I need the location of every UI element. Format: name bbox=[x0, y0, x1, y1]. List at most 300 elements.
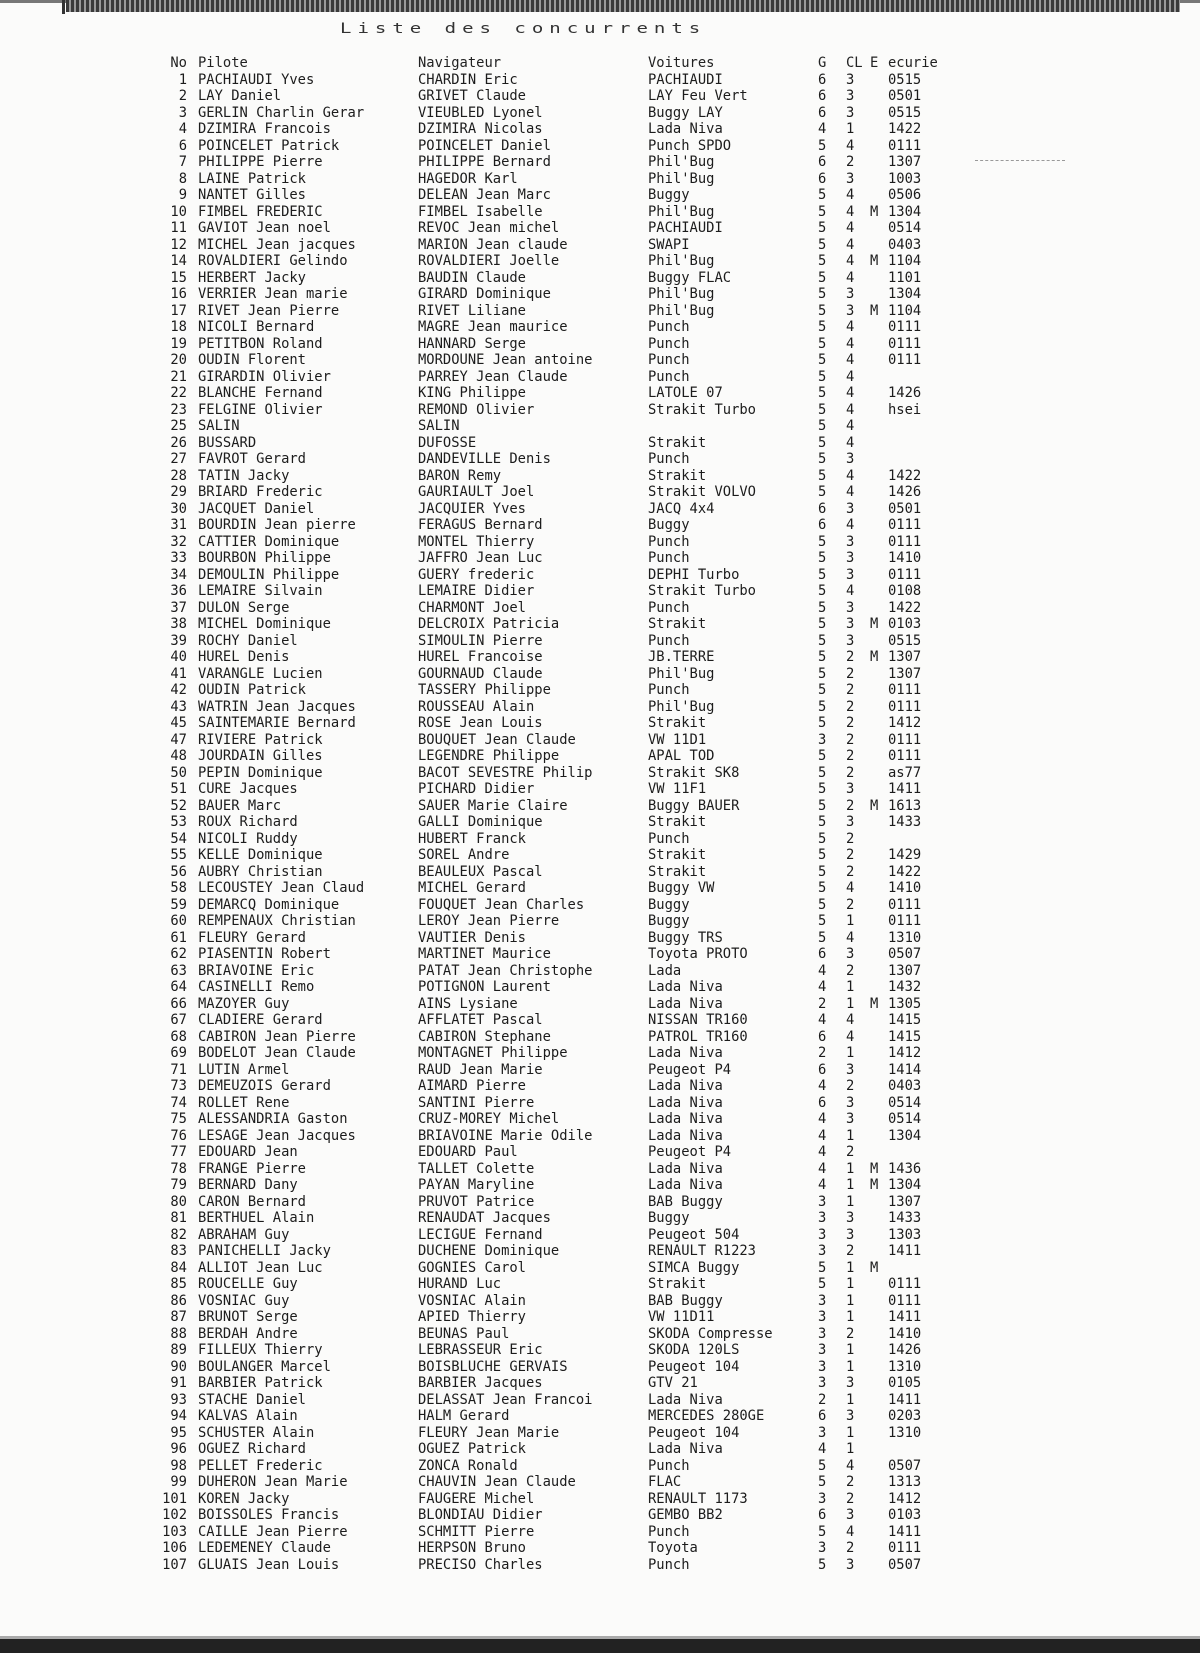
cell-g: 5 bbox=[818, 253, 827, 269]
table-row bbox=[0, 1507, 1200, 1524]
cell-g: 5 bbox=[818, 269, 827, 286]
cell-no: 67 bbox=[170, 1012, 187, 1028]
cell-cl: 1 bbox=[846, 913, 855, 929]
cell-navigateur: DELASSAT Jean Francoi bbox=[418, 1391, 593, 1408]
cell-g: 3 bbox=[818, 1292, 827, 1309]
competitor-table bbox=[0, 55, 1200, 1573]
cell-ecurie: 1307 bbox=[888, 649, 922, 665]
cell-cl: 4 bbox=[846, 929, 855, 946]
cell-no: 103 bbox=[162, 1523, 187, 1540]
cell-cl: 3 bbox=[846, 599, 855, 616]
cell-voitures: Punch bbox=[648, 550, 690, 566]
cell-navigateur: LEBRASSEUR Eric bbox=[418, 1342, 543, 1358]
cell-ecurie: 1433 bbox=[888, 814, 922, 830]
cell-navigateur: PRECISO Charles bbox=[418, 1556, 543, 1573]
cell-navigateur: LEGENDRE Philippe bbox=[418, 748, 560, 764]
cell-cl: 1 bbox=[846, 1193, 855, 1210]
table-row bbox=[0, 930, 1200, 947]
cell-voitures: Strakit bbox=[648, 467, 707, 484]
cell-voitures: Lada Niva bbox=[648, 979, 723, 995]
cell-pilote: FRANGE Pierre bbox=[198, 1160, 306, 1177]
cell-g: 5 bbox=[818, 352, 827, 368]
cell-ecurie: 0111 bbox=[888, 533, 922, 550]
cell-cl: 3 bbox=[846, 550, 855, 566]
cell-voitures: Phil'Bug bbox=[648, 698, 715, 715]
cell-ecurie: 0507 bbox=[888, 1457, 922, 1474]
cell-cl: 4 bbox=[846, 368, 855, 385]
cell-pilote: MICHEL Dominique bbox=[198, 616, 331, 632]
cell-no: 63 bbox=[170, 962, 187, 979]
cell-no: 26 bbox=[170, 434, 187, 451]
table-row bbox=[0, 1243, 1200, 1260]
cell-cl: 1 bbox=[846, 1045, 855, 1061]
table-row bbox=[0, 946, 1200, 963]
cell-pilote: KOREN Jacky bbox=[198, 1490, 290, 1507]
cell-pilote: ABRAHAM Guy bbox=[198, 1226, 290, 1243]
table-row bbox=[0, 1194, 1200, 1211]
cell-ecurie: 0203 bbox=[888, 1408, 922, 1424]
cell-cl: 3 bbox=[846, 616, 855, 632]
cell-voitures: Buggy bbox=[648, 517, 690, 533]
cell-g: 5 bbox=[818, 698, 827, 715]
cell-pilote: LEDEMENEY Claude bbox=[198, 1540, 331, 1556]
cell-ecurie: 0103 bbox=[888, 1507, 922, 1523]
cell-g: 5 bbox=[818, 1523, 827, 1540]
cell-ecurie: 0507 bbox=[888, 1556, 922, 1573]
cell-no: 79 bbox=[170, 1177, 187, 1193]
cell-e: M bbox=[870, 1177, 879, 1193]
cell-navigateur: ROUSSEAU Alain bbox=[418, 698, 535, 715]
cell-navigateur: MICHEL Gerard bbox=[418, 880, 526, 896]
cell-g: 4 bbox=[818, 1177, 827, 1193]
cell-pilote: LAINE Patrick bbox=[198, 170, 306, 187]
cell-voitures: Peugeot P4 bbox=[648, 1144, 732, 1160]
cell-cl: 4 bbox=[846, 418, 855, 434]
cell-no: 19 bbox=[170, 335, 187, 352]
cell-cl: 2 bbox=[846, 649, 855, 665]
stray-marks bbox=[975, 160, 1065, 161]
cell-ecurie: 1310 bbox=[888, 1424, 922, 1441]
cell-cl: 3 bbox=[846, 104, 855, 121]
cell-no: 76 bbox=[170, 1127, 187, 1144]
cell-ecurie: 0103 bbox=[888, 616, 922, 632]
cell-pilote: KALVAS Alain bbox=[198, 1408, 298, 1424]
cell-navigateur: AFFLATET Pascal bbox=[418, 1012, 543, 1028]
cell-ecurie: 1310 bbox=[888, 929, 922, 946]
cell-g: 5 bbox=[818, 418, 827, 434]
cell-pilote: ROUCELLE Guy bbox=[198, 1276, 298, 1292]
cell-pilote: LEMAIRE Silvain bbox=[198, 583, 323, 599]
cell-voitures: Punch bbox=[648, 632, 690, 649]
cell-g: 5 bbox=[818, 335, 827, 352]
cell-cl: 4 bbox=[846, 319, 855, 335]
cell-pilote: TATIN Jacky bbox=[198, 467, 290, 484]
cell-no: 59 bbox=[170, 896, 187, 913]
cell-pilote: FLEURY Gerard bbox=[198, 929, 306, 946]
table-row bbox=[0, 484, 1200, 501]
table-row bbox=[0, 699, 1200, 716]
table-row bbox=[0, 1177, 1200, 1194]
cell-pilote: CABIRON Jean Pierre bbox=[198, 1028, 356, 1045]
cell-ecurie: 1410 bbox=[888, 1325, 922, 1342]
cell-cl: 1 bbox=[846, 1292, 855, 1309]
cell-cl: 3 bbox=[846, 781, 855, 797]
cell-cl: 4 bbox=[846, 253, 855, 269]
cell-cl: 4 bbox=[846, 220, 855, 236]
table-row bbox=[0, 781, 1200, 798]
cell-e: M bbox=[870, 253, 879, 269]
table-row bbox=[0, 1161, 1200, 1178]
cell-no: 101 bbox=[162, 1490, 187, 1507]
cell-ecurie: 1436 bbox=[888, 1160, 922, 1177]
cell-navigateur: CHAUVIN Jean Claude bbox=[418, 1474, 576, 1490]
cell-voitures: Strakit SK8 bbox=[648, 764, 740, 781]
cell-pilote: FELGINE Olivier bbox=[198, 401, 323, 418]
cell-voitures: SKODA Compresse bbox=[648, 1325, 773, 1342]
cell-g: 5 bbox=[818, 1556, 827, 1573]
cell-voitures: Lada Niva bbox=[648, 1441, 723, 1457]
cell-voitures: Buggy bbox=[648, 1210, 690, 1226]
table-row bbox=[0, 1441, 1200, 1458]
cell-no: 30 bbox=[170, 500, 187, 517]
cell-g: 5 bbox=[818, 847, 827, 863]
header-pilote: Pilote bbox=[198, 55, 248, 71]
cell-no: 9 bbox=[178, 187, 187, 203]
cell-ecurie: 1412 bbox=[888, 1490, 922, 1507]
cell-g: 3 bbox=[818, 1325, 827, 1342]
cell-g: 5 bbox=[818, 814, 827, 830]
cell-cl: 4 bbox=[846, 352, 855, 368]
cell-voitures: RENAULT 1173 bbox=[648, 1490, 748, 1507]
cell-cl: 3 bbox=[846, 533, 855, 550]
cell-voitures: VW 11D1 bbox=[648, 731, 707, 748]
cell-ecurie: 1414 bbox=[888, 1061, 922, 1078]
cell-g: 5 bbox=[818, 1276, 827, 1292]
cell-navigateur: FLEURY Jean Marie bbox=[418, 1424, 560, 1441]
cell-no: 52 bbox=[170, 797, 187, 814]
cell-ecurie: 0514 bbox=[888, 1111, 922, 1127]
cell-ecurie: 1432 bbox=[888, 979, 922, 995]
cell-voitures: Peugeot 104 bbox=[648, 1424, 740, 1441]
cell-voitures: Lada bbox=[648, 962, 682, 979]
cell-pilote: BARBIER Patrick bbox=[198, 1375, 323, 1391]
cell-ecurie: 1412 bbox=[888, 1045, 922, 1061]
cell-ecurie: 0515 bbox=[888, 632, 922, 649]
header-g: G bbox=[818, 55, 827, 71]
cell-no: 73 bbox=[170, 1078, 187, 1094]
cell-g: 5 bbox=[818, 484, 827, 500]
cell-g: 5 bbox=[818, 632, 827, 649]
cell-voitures: BAB Buggy bbox=[648, 1193, 723, 1210]
cell-navigateur: BACOT SEVESTRE Philip bbox=[418, 764, 593, 781]
cell-g: 5 bbox=[818, 302, 827, 319]
cell-g: 3 bbox=[818, 1375, 827, 1391]
table-row bbox=[0, 1078, 1200, 1095]
cell-no: 29 bbox=[170, 484, 187, 500]
cell-navigateur: ROVALDIERI Joelle bbox=[418, 253, 560, 269]
cell-e: M bbox=[870, 302, 879, 319]
cell-voitures: Phil'Bug bbox=[648, 286, 715, 302]
cell-cl: 3 bbox=[846, 1226, 855, 1243]
cell-cl: 3 bbox=[846, 1094, 855, 1111]
table-row bbox=[0, 633, 1200, 650]
cell-cl: 1 bbox=[846, 1342, 855, 1358]
cell-g: 6 bbox=[818, 1408, 827, 1424]
cell-pilote: CLADIERE Gerard bbox=[198, 1012, 323, 1028]
cell-g: 3 bbox=[818, 1309, 827, 1325]
cell-g: 3 bbox=[818, 1193, 827, 1210]
cell-cl: 3 bbox=[846, 1061, 855, 1078]
cell-navigateur: GOURNAUD Claude bbox=[418, 665, 543, 682]
table-row bbox=[0, 897, 1200, 914]
cell-voitures: Lada Niva bbox=[648, 1111, 723, 1127]
cell-pilote: BUSSARD bbox=[198, 434, 257, 451]
cell-g: 4 bbox=[818, 1012, 827, 1028]
cell-g: 3 bbox=[818, 1540, 827, 1556]
cell-pilote: GERLIN Charlin Gerar bbox=[198, 104, 365, 121]
cell-navigateur: SANTINI Pierre bbox=[418, 1094, 535, 1111]
cell-e: M bbox=[870, 649, 879, 665]
cell-pilote: NANTET Gilles bbox=[198, 187, 306, 203]
cell-no: 68 bbox=[170, 1028, 187, 1045]
cell-navigateur: AIMARD Pierre bbox=[418, 1078, 526, 1094]
cell-navigateur: SIMOULIN Pierre bbox=[418, 632, 543, 649]
cell-no: 48 bbox=[170, 748, 187, 764]
cell-voitures: Punch bbox=[648, 368, 690, 385]
cell-g: 5 bbox=[818, 599, 827, 616]
cell-voitures: Punch bbox=[648, 1556, 690, 1573]
cell-ecurie: 0111 bbox=[888, 1540, 922, 1556]
cell-pilote: OUDIN Florent bbox=[198, 352, 306, 368]
cell-ecurie: 0108 bbox=[888, 583, 922, 599]
table-row bbox=[0, 1012, 1200, 1029]
cell-pilote: BERTHUEL Alain bbox=[198, 1210, 315, 1226]
cell-no: 14 bbox=[170, 253, 187, 269]
cell-cl: 3 bbox=[846, 1111, 855, 1127]
table-row bbox=[0, 1342, 1200, 1359]
cell-voitures: Peugeot 104 bbox=[648, 1358, 740, 1375]
table-row bbox=[0, 154, 1200, 171]
cell-pilote: BOULANGER Marcel bbox=[198, 1358, 331, 1375]
cell-cl: 3 bbox=[846, 566, 855, 583]
cell-voitures: NISSAN TR160 bbox=[648, 1012, 748, 1028]
cell-cl: 4 bbox=[846, 385, 855, 401]
cell-no: 36 bbox=[170, 583, 187, 599]
cell-ecurie: 0501 bbox=[888, 500, 922, 517]
cell-navigateur: DUCHENE Dominique bbox=[418, 1243, 560, 1259]
cell-voitures: Lada Niva bbox=[648, 1094, 723, 1111]
cell-ecurie: 1426 bbox=[888, 484, 922, 500]
cell-no: 84 bbox=[170, 1259, 187, 1276]
cell-navigateur: DUFOSSE bbox=[418, 434, 477, 451]
cell-cl: 2 bbox=[846, 1490, 855, 1507]
cell-voitures: Phil'Bug bbox=[648, 665, 715, 682]
cell-cl: 1 bbox=[846, 1309, 855, 1325]
cell-ecurie: 1304 bbox=[888, 286, 922, 302]
cell-no: 69 bbox=[170, 1045, 187, 1061]
cell-pilote: LECOUSTEY Jean Claud bbox=[198, 880, 365, 896]
cell-g: 5 bbox=[818, 434, 827, 451]
header-no: No bbox=[170, 55, 187, 71]
cell-no: 11 bbox=[170, 220, 187, 236]
cell-ecurie: 1426 bbox=[888, 385, 922, 401]
cell-voitures: Strakit Turbo bbox=[648, 583, 756, 599]
table-row bbox=[0, 1062, 1200, 1079]
cell-g: 5 bbox=[818, 533, 827, 550]
cell-pilote: RIVIERE Patrick bbox=[198, 731, 323, 748]
cell-navigateur: DZIMIRA Nicolas bbox=[418, 121, 543, 137]
cell-cl: 3 bbox=[846, 88, 855, 104]
cell-voitures: Strakit bbox=[648, 715, 707, 731]
table-row bbox=[0, 369, 1200, 386]
cell-no: 61 bbox=[170, 929, 187, 946]
cell-cl: 3 bbox=[846, 71, 855, 88]
cell-ecurie: 1303 bbox=[888, 1226, 922, 1243]
cell-pilote: VOSNIAC Guy bbox=[198, 1292, 290, 1309]
table-row bbox=[0, 534, 1200, 551]
cell-no: 62 bbox=[170, 946, 187, 962]
cell-g: 5 bbox=[818, 368, 827, 385]
cell-pilote: PETITBON Roland bbox=[198, 335, 323, 352]
table-row bbox=[0, 616, 1200, 633]
cell-g: 5 bbox=[818, 797, 827, 814]
cell-no: 86 bbox=[170, 1292, 187, 1309]
cell-cl: 2 bbox=[846, 1540, 855, 1556]
cell-cl: 1 bbox=[846, 1259, 855, 1276]
cell-pilote: DEMEUZOIS Gerard bbox=[198, 1078, 331, 1094]
cell-voitures: Punch bbox=[648, 335, 690, 352]
cell-e: M bbox=[870, 995, 879, 1012]
cell-ecurie: 1422 bbox=[888, 863, 922, 880]
table-row bbox=[0, 1491, 1200, 1508]
table-row bbox=[0, 864, 1200, 881]
cell-navigateur: TALLET Colette bbox=[418, 1160, 535, 1177]
cell-no: 41 bbox=[170, 665, 187, 682]
cell-no: 64 bbox=[170, 979, 187, 995]
cell-pilote: REMPENAUX Christian bbox=[198, 913, 356, 929]
cell-voitures: Punch bbox=[648, 352, 690, 368]
cell-cl: 3 bbox=[846, 1408, 855, 1424]
cell-cl: 4 bbox=[846, 203, 855, 220]
cell-pilote: GIRARDIN Olivier bbox=[198, 368, 331, 385]
cell-no: 88 bbox=[170, 1325, 187, 1342]
cell-no: 15 bbox=[170, 269, 187, 286]
cell-no: 53 bbox=[170, 814, 187, 830]
table-row bbox=[0, 979, 1200, 996]
cell-voitures: Strakit bbox=[648, 434, 707, 451]
cell-pilote: EDOUARD Jean bbox=[198, 1144, 298, 1160]
cell-cl: 2 bbox=[846, 896, 855, 913]
cell-pilote: BODELOT Jean Claude bbox=[198, 1045, 356, 1061]
cell-voitures: Lada Niva bbox=[648, 1177, 723, 1193]
cell-voitures: Buggy bbox=[648, 896, 690, 913]
cell-pilote: BOURDIN Jean pierre bbox=[198, 517, 356, 533]
cell-voitures: Punch bbox=[648, 451, 690, 467]
cell-cl: 2 bbox=[846, 731, 855, 748]
cell-g: 5 bbox=[818, 467, 827, 484]
cell-g: 3 bbox=[818, 1424, 827, 1441]
table-row bbox=[0, 1293, 1200, 1310]
cell-no: 43 bbox=[170, 698, 187, 715]
cell-voitures: GTV 21 bbox=[648, 1375, 698, 1391]
cell-no: 56 bbox=[170, 863, 187, 880]
cell-ecurie: 0105 bbox=[888, 1375, 922, 1391]
cell-ecurie: 1101 bbox=[888, 269, 922, 286]
cell-g: 3 bbox=[818, 1226, 827, 1243]
cell-navigateur: BARBIER Jacques bbox=[418, 1375, 543, 1391]
cell-voitures: Peugeot 504 bbox=[648, 1226, 740, 1243]
cell-no: 1 bbox=[178, 71, 187, 88]
cell-navigateur: HAGEDOR Karl bbox=[418, 170, 518, 187]
cell-voitures: Buggy TRS bbox=[648, 929, 723, 946]
cell-no: 90 bbox=[170, 1358, 187, 1375]
cell-g: 4 bbox=[818, 979, 827, 995]
cell-no: 89 bbox=[170, 1342, 187, 1358]
cell-cl: 4 bbox=[846, 1523, 855, 1540]
cell-ecurie: 1307 bbox=[888, 665, 922, 682]
cell-cl: 2 bbox=[846, 1474, 855, 1490]
cell-voitures: SWAPI bbox=[648, 236, 690, 253]
cell-navigateur: PATAT Jean Christophe bbox=[418, 962, 593, 979]
table-row bbox=[0, 1326, 1200, 1343]
table-row bbox=[0, 913, 1200, 930]
cell-navigateur: BAUDIN Claude bbox=[418, 269, 526, 286]
cell-g: 5 bbox=[818, 682, 827, 698]
cell-no: 18 bbox=[170, 319, 187, 335]
cell-pilote: DEMARCQ Dominique bbox=[198, 896, 340, 913]
cell-cl: 4 bbox=[846, 434, 855, 451]
cell-voitures: JACQ 4x4 bbox=[648, 500, 715, 517]
cell-navigateur: GALLI Dominique bbox=[418, 814, 543, 830]
cell-no: 4 bbox=[178, 121, 187, 137]
cell-no: 20 bbox=[170, 352, 187, 368]
cell-no: 51 bbox=[170, 781, 187, 797]
cell-navigateur: GOGNIES Carol bbox=[418, 1259, 526, 1276]
cell-voitures: Buggy bbox=[648, 187, 690, 203]
cell-navigateur: GAURIAULT Joel bbox=[418, 484, 535, 500]
cell-no: 58 bbox=[170, 880, 187, 896]
cell-pilote: CATTIER Dominique bbox=[198, 533, 340, 550]
cell-g: 5 bbox=[818, 401, 827, 418]
cell-no: 23 bbox=[170, 401, 187, 418]
cell-navigateur: BEUNAS Paul bbox=[418, 1325, 510, 1342]
cell-ecurie: 0111 bbox=[888, 319, 922, 335]
table-row bbox=[0, 1359, 1200, 1376]
cell-ecurie: 1304 bbox=[888, 203, 922, 220]
cell-no: 75 bbox=[170, 1111, 187, 1127]
cell-pilote: HERBERT Jacky bbox=[198, 269, 306, 286]
cell-voitures: DEPHI Turbo bbox=[648, 566, 740, 583]
cell-pilote: OUDIN Patrick bbox=[198, 682, 306, 698]
cell-navigateur: HURAND Luc bbox=[418, 1276, 502, 1292]
cell-navigateur: BEAULEUX Pascal bbox=[418, 863, 543, 880]
cell-cl: 2 bbox=[846, 797, 855, 814]
cell-no: 21 bbox=[170, 368, 187, 385]
table-row bbox=[0, 204, 1200, 221]
cell-ecurie: 1410 bbox=[888, 550, 922, 566]
table-row bbox=[0, 1111, 1200, 1128]
cell-ecurie: 1411 bbox=[888, 1309, 922, 1325]
cell-pilote: BRIAVOINE Eric bbox=[198, 962, 315, 979]
table-row bbox=[0, 1425, 1200, 1442]
cell-pilote: MAZOYER Guy bbox=[198, 995, 290, 1012]
cell-pilote: BOISSOLES Francis bbox=[198, 1507, 340, 1523]
cell-pilote: SCHUSTER Alain bbox=[198, 1424, 315, 1441]
cell-no: 2 bbox=[178, 88, 187, 104]
cell-g: 5 bbox=[818, 649, 827, 665]
cell-no: 28 bbox=[170, 467, 187, 484]
cell-ecurie: 1422 bbox=[888, 599, 922, 616]
